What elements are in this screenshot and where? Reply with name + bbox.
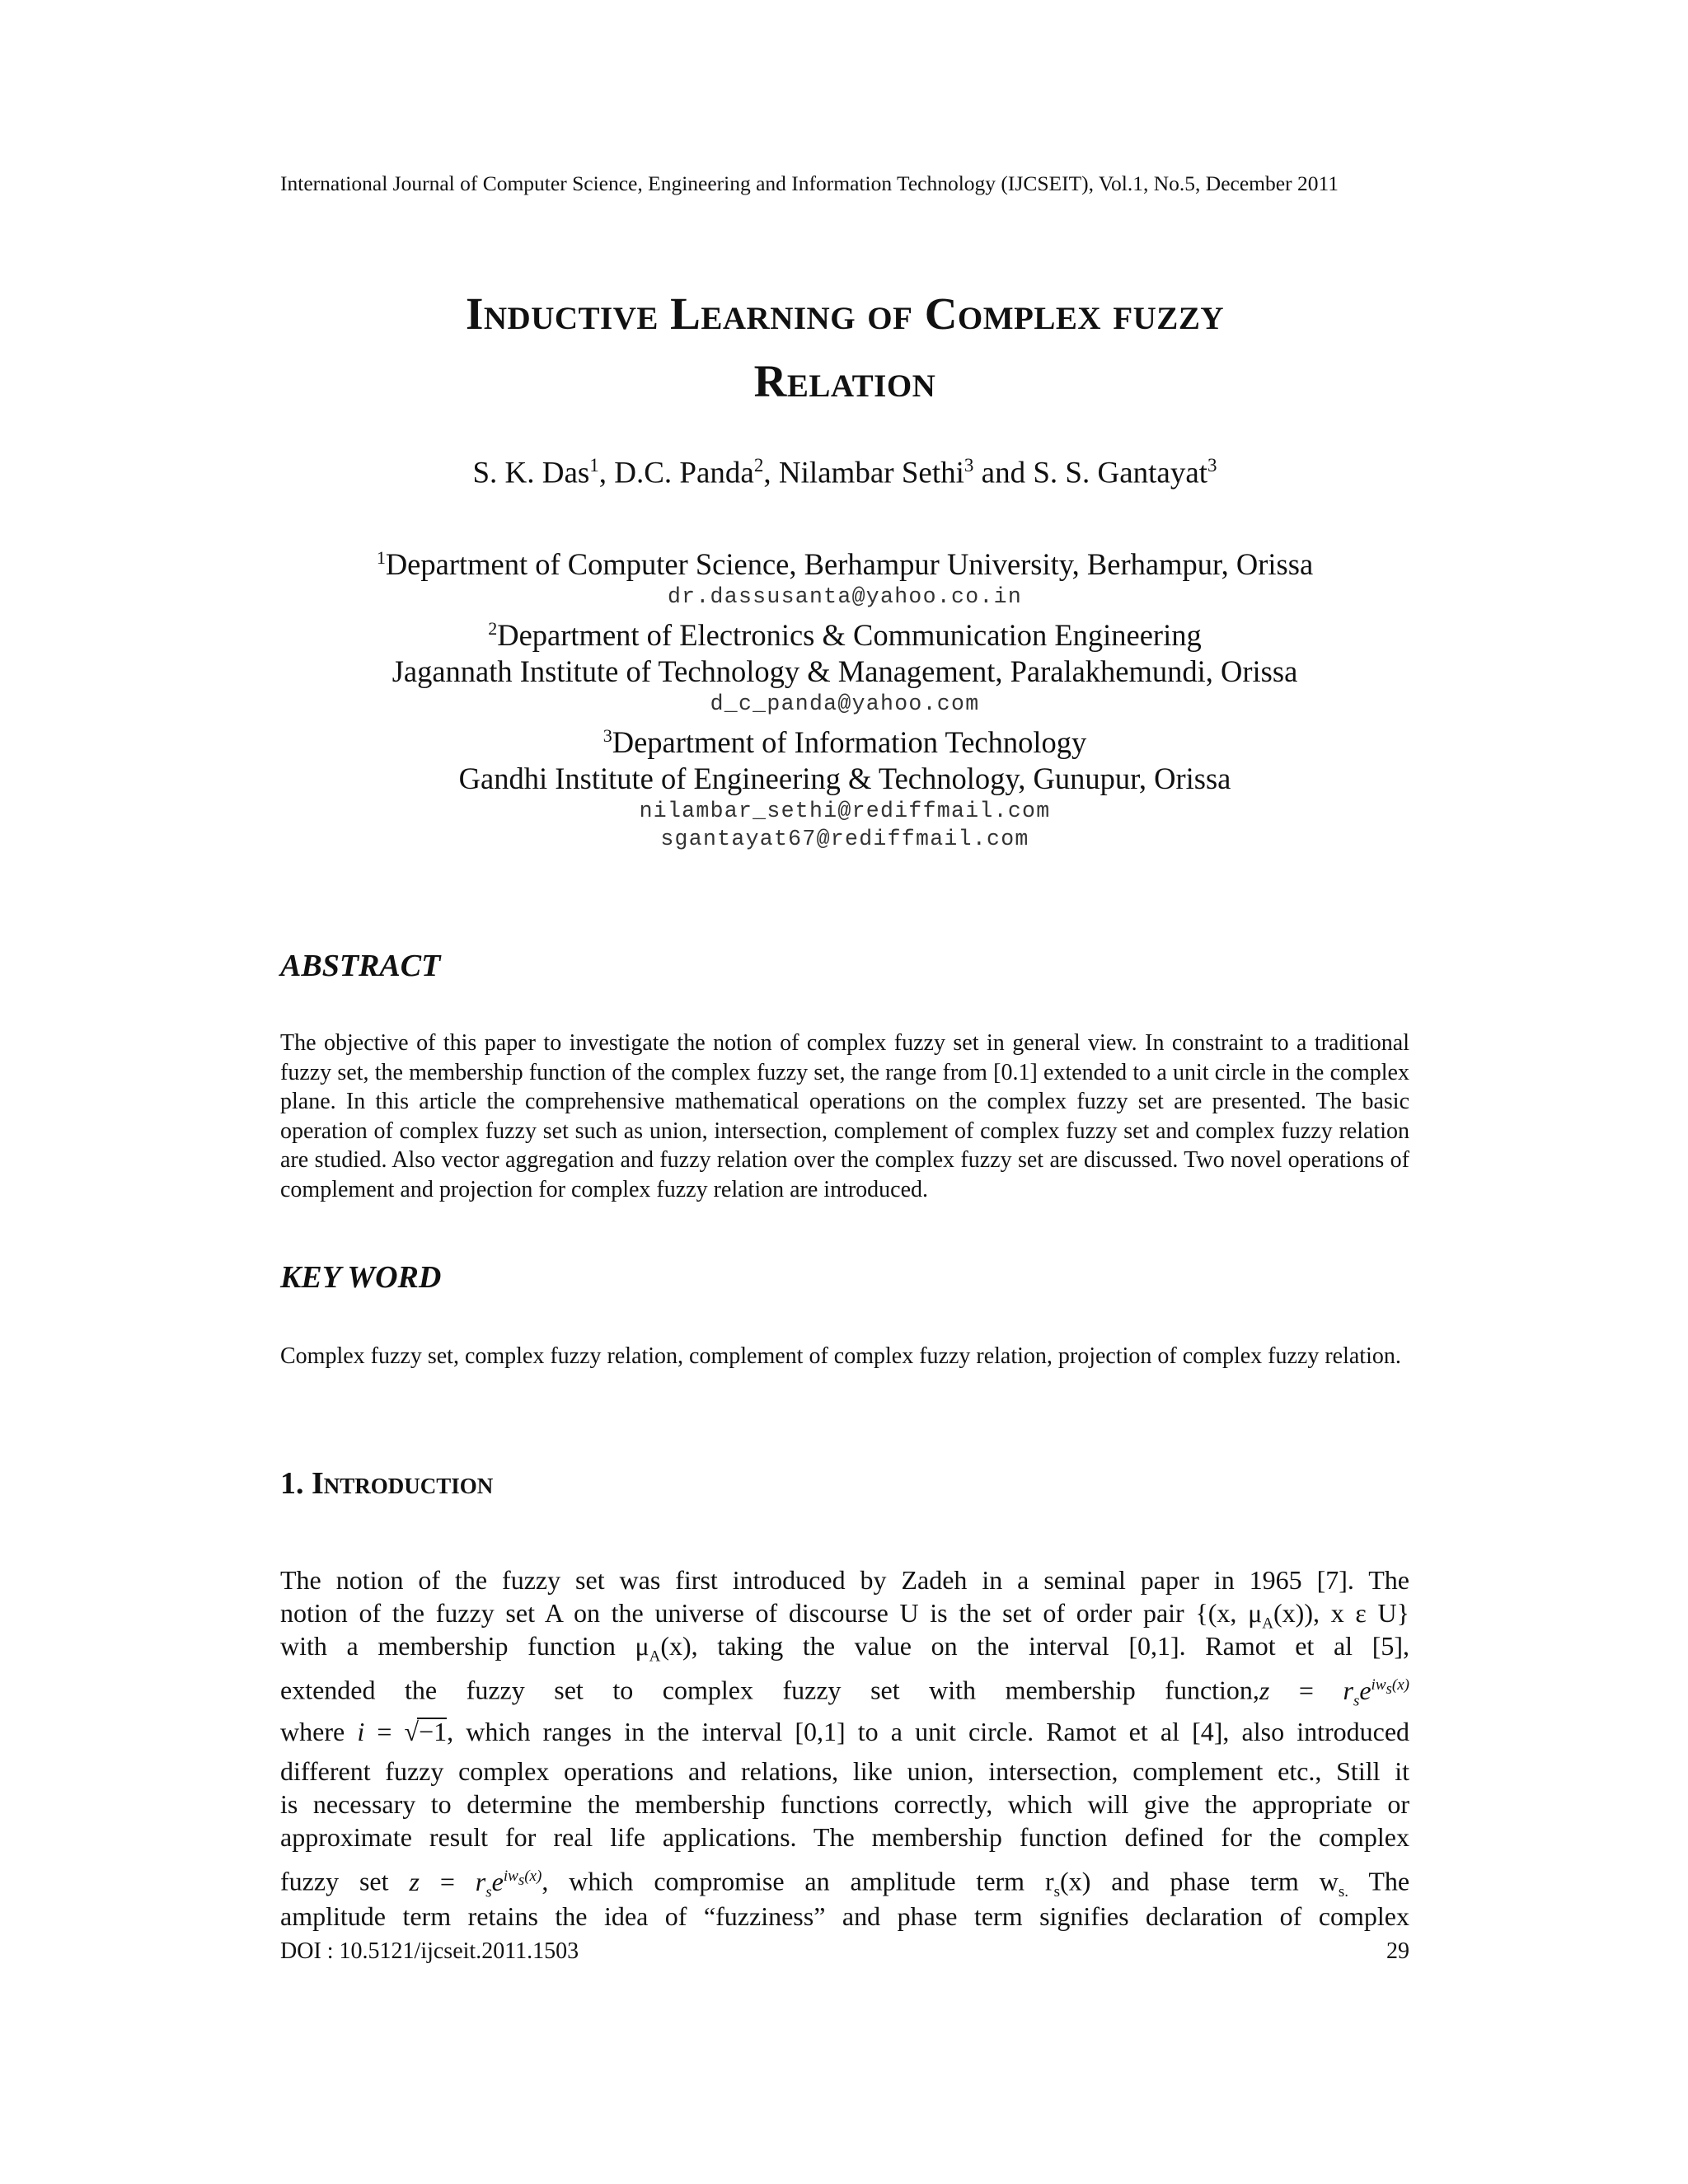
author-name: S. S. Gantayat bbox=[1033, 456, 1208, 490]
title-line-2: Relation bbox=[753, 356, 936, 406]
intro-line: amplitude term retains the idea of “fuzziness” and phase term signifies declaration of complex bbox=[280, 1901, 1409, 1931]
keywords-heading: KEY WORD bbox=[280, 1260, 442, 1295]
author-sep: , bbox=[763, 456, 779, 490]
intro-line: The notion of the fuzzy set was first introduced by Zadeh in a seminal paper in 1965 [7]. The bbox=[280, 1565, 1409, 1595]
affiliation-2: $^2$Department of Electronics & Communication Engineering bbox=[488, 618, 1202, 653]
intro-line: where i = √−1, which ranges in the interval [0,1] to a unit circle. Ramot et al [4], also introduced bbox=[280, 1717, 1410, 1746]
affiliation-2-institute: Jagannath Institute of Technology & Management, Paralakhemundi, Orissa bbox=[392, 654, 1298, 689]
introduction-body bbox=[280, 1563, 1409, 1933]
author-affil-sup: 2 bbox=[753, 455, 764, 476]
author-name: Nilambar Sethi bbox=[778, 456, 964, 490]
email-link[interactable]: sgantayat67@rediffmail.com bbox=[660, 827, 1029, 852]
affiliation-3-institute: Gandhi Institute of Engineering & Technology, Gunupur, Orissa bbox=[458, 762, 1231, 796]
email-link[interactable]: dr.dassusanta@yahoo.co.in bbox=[667, 584, 1023, 610]
author-name: D.C. Panda bbox=[614, 456, 754, 490]
author-sep: and bbox=[973, 456, 1034, 490]
author-name: S. K. Das bbox=[472, 456, 590, 490]
intro-line: notion of the fuzzy set A on the universe of discourse U is the set of order pair {(x, $\mu_A(x)$), x ε U} bbox=[280, 1598, 1409, 1633]
author-list bbox=[280, 445, 1409, 494]
title-line-1: Inductive Learning of Complex fuzzy bbox=[465, 288, 1224, 339]
imaginary-unit-formula: i = √−1 bbox=[357, 1717, 448, 1746]
page-number: 29 bbox=[1386, 1938, 1409, 1964]
intro-line: extended the fuzzy set to complex fuzzy set with membership function,z = $r_se^{iw_s(x)}$ bbox=[280, 1675, 1409, 1710]
affiliation-1: $^1$Department of Computer Science, Berhampur University, Berhampur, Orissa bbox=[376, 547, 1314, 582]
intro-line: is necessary to determine the membership functions correctly, which will give the appropriate or bbox=[280, 1789, 1409, 1819]
abstract-heading: ABSTRACT bbox=[280, 949, 441, 983]
intro-line: fuzzy set $z = r_se^{iw_s(x)}$, which compromise an amplitude term $r_s(x)$ and phase term $w_{s.}$ The bbox=[280, 1866, 1410, 1901]
author-affil-sup: 3 bbox=[1207, 455, 1217, 476]
intro-line: different fuzzy complex operations and relations, like union, intersection, complement etc., Still it bbox=[280, 1756, 1409, 1786]
author-sep: , bbox=[598, 456, 615, 490]
paper-title bbox=[280, 280, 1409, 415]
author-affil-sup: 3 bbox=[964, 455, 974, 476]
membership-formula: $z = r_se^{iw_s(x)}$ bbox=[409, 1866, 542, 1901]
intro-line: with a membership function $\mu_A(x)$, taking the value on the interval [0,1]. Ramot et al [5], bbox=[280, 1631, 1410, 1666]
running-header: International Journal of Computer Science, Engineering and Information Technology (IJCSEIT), Vol.1, No.5, December 2011 bbox=[280, 171, 1339, 195]
doi-footer: DOI : 10.5121/ijcseit.2011.1503 bbox=[280, 1938, 579, 1964]
email-link[interactable]: d_c_panda@yahoo.com bbox=[710, 691, 980, 717]
abstract-text: The objective of this paper to investigate the notion of complex fuzzy set in general view. In constraint to a traditional fuzzy set, the membership function of the complex fuzzy set, the range from [0.1] extended to a unit circle in the complex plane. In this article the comprehensive mathematical operations on the complex fuzzy set are presented. The basic operation of complex fuzzy set such as union, intersection, complement of complex fuzzy set and complex fuzzy relation are studied. Also vector aggregation and fuzzy relation over the complex fuzzy set are discussed. Two novel operations of complement and projection for complex fuzzy relation are introduced. bbox=[280, 1030, 1409, 1202]
author-affil-sup: 1 bbox=[589, 455, 599, 476]
membership-formula: $z = r_se^{iw_s(x)}$ bbox=[1259, 1675, 1409, 1710]
section-heading-introduction: 1. Introduction bbox=[280, 1466, 494, 1501]
email-link[interactable]: nilambar_sethi@rediffmail.com bbox=[639, 799, 1051, 824]
affiliation-3: $^3$Department of Information Technology bbox=[603, 725, 1087, 760]
intro-line: approximate result for real life applications. The membership function defined for the complex bbox=[280, 1822, 1409, 1852]
affiliations bbox=[280, 540, 1409, 853]
keywords-text: Complex fuzzy set, complex fuzzy relation, complement of complex fuzzy relation, projection of complex fuzzy relation. bbox=[280, 1343, 1401, 1369]
